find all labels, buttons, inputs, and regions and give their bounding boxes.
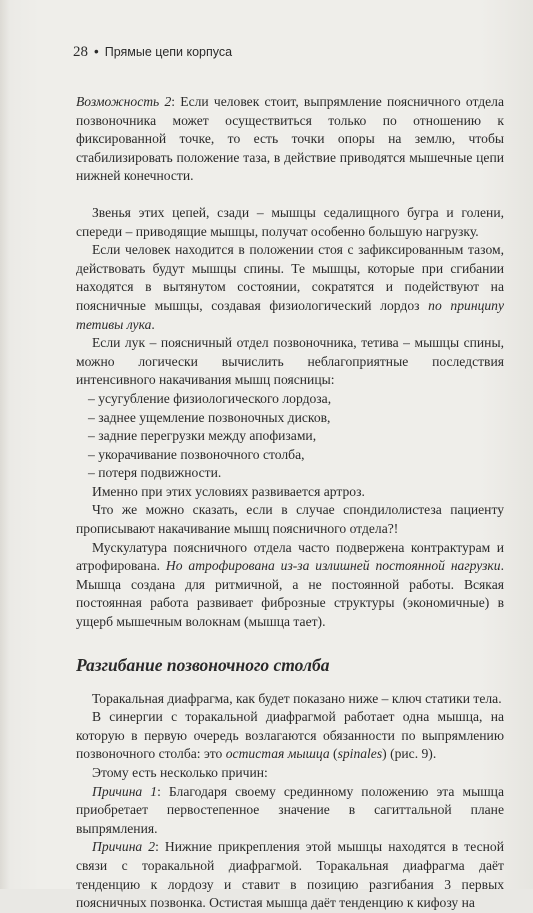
consequences-list [76, 390, 504, 483]
paragraph-reasons-intro: Этому есть несколько причин: [92, 765, 268, 780]
paragraph-text: : Нижние прикрепления этой мышцы находятся в тесной связи с торакальной диафрагмой. Торакальная диафрагма даёт тенденцию к лордозу и ставит в позицию разгибания 3 первых поясничных позвонка. Остистая мышца даёт тенденцию к кифозу на [76, 839, 504, 911]
paragraph-lumbar-musculature [76, 539, 504, 632]
paragraph-text: . Мышца создана для ритмичной, а не постоянной работы. Всякая постоянная работа развивает фиброзные структуры (экономичные) в ущерб мышечным волокнам (мышца тает). [76, 558, 504, 630]
paragraph-text: Если человек находится в положении стоя с зафиксированным тазом, действовать будут мышцы спины. Те мышцы, которые при сгибании находятся в вытянутом состоянии, сократятся и подействуют на поясничные мышцы, создавая физиологический лордоз [76, 242, 504, 313]
paragraph-reason-1 [76, 783, 504, 839]
page-number: 28 [73, 44, 88, 60]
list-item: – потеря подвижности. [88, 465, 222, 481]
list-item: – укорачивание позвоночного столба, [88, 446, 305, 462]
running-title: Прямые цепи корпуса [104, 45, 233, 59]
paragraph-text: Мускулатура поясничного отдела часто подвержена контрактурам и атрофирована. [76, 539, 504, 574]
paragraph-text: . [151, 316, 155, 332]
paragraph-text: : Если человек стоит, выпрямление поясничного отдела позвоночника может осуществиться только по отношению к фиксированной точке, то есть точки опоры на землю, чтобы стабилизировать положение таза, в действие приводятся мышечные цепи нижней конечности. [76, 94, 504, 184]
paragraph-arthrosis: Именно при этих условиях развивается артроз. [92, 483, 365, 499]
paragraph-reason-2 [76, 838, 504, 912]
paragraph-synergy [76, 708, 504, 764]
paragraph-text: ( [329, 746, 338, 762]
section-heading: Разгибание позвоночного столба [76, 654, 330, 675]
list-item: – усугубление физиологического лордоза, [88, 390, 332, 406]
paragraph-text: ) (рис. 9). [382, 746, 437, 762]
paragraph-label: Причина 1 [92, 783, 158, 799]
paragraph-text: В синергии с торакальной диафрагмой работает одна мышца, на которую в первую очередь возлагаются обязанности по выпрямлению позвоночного столба: это [76, 709, 504, 762]
paragraph-chain-links: Звенья этих цепей, сзади – мышцы седалищного бугра и голени, спереди – приводящие мышцы, получат особенно большую нагрузку. [76, 204, 504, 239]
header-separator: • [94, 44, 99, 59]
paragraph-label: Возможность 2 [76, 94, 172, 109]
paragraph-text: : Благодаря своему срединному положению эта мышца приобретает первостепенное значение в сагиттальной плане выпрямления. [76, 783, 504, 836]
paragraph-spondylolisthesis: Что же можно сказать, если в случае спондилолистеза пациенту прописывают накачивание мышц поясничного отдела?! [76, 502, 504, 537]
paragraph-standing-pelvis [76, 241, 504, 334]
paragraph-bow-analogy: Если лук – поясничный отдел позвоночника, тетива – мышцы спины, можно логически вычислить неблагоприятные последствия интенсивного накачивания мышц поясницы: [76, 335, 504, 388]
paragraph-emphasis: остистая мышца [225, 746, 330, 762]
paragraph-label: Причина 2 [92, 839, 156, 855]
paragraph-possibility-2 [76, 93, 504, 186]
running-header [73, 44, 232, 61]
paragraph-emphasis: spinales [337, 746, 383, 762]
page-body [76, 93, 504, 913]
paragraph-emphasis: по принципу тетивы лука [76, 297, 504, 332]
paragraph-thoracic-diaphragm: Торакальная диафрагма, как будет показано ниже – ключ статики тела. [92, 690, 502, 706]
list-item: – задние перегрузки между апофизами, [88, 428, 317, 444]
paragraph-emphasis: Но атрофирована из-за излишней постоянной нагрузки [165, 558, 501, 574]
list-item: – заднее ущемление позвоночных дисков, [88, 409, 331, 425]
